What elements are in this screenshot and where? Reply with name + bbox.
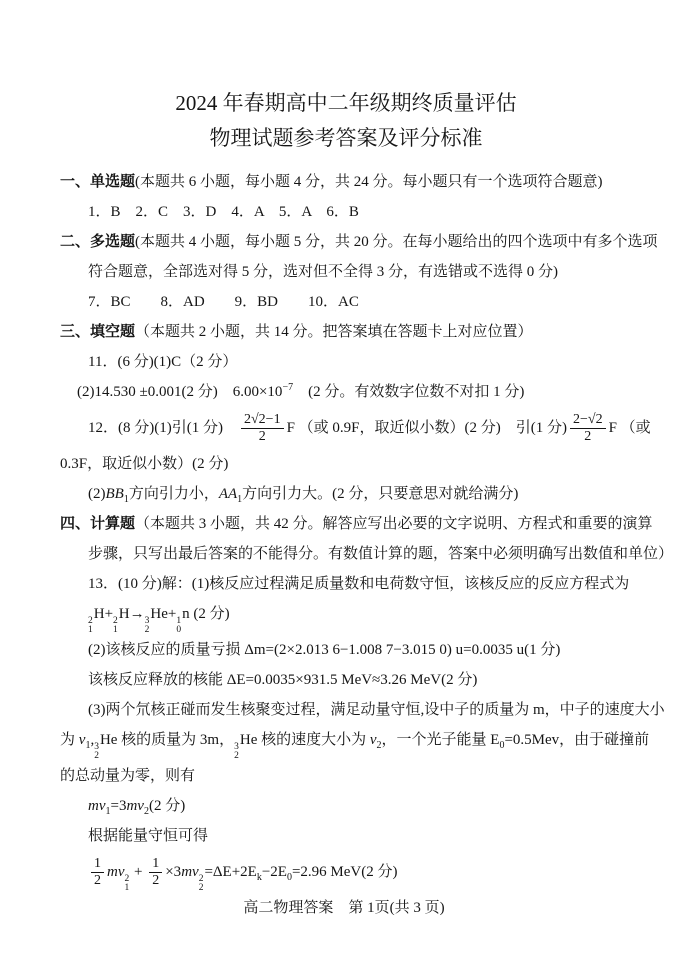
- section2-label: 二、多选题: [60, 234, 136, 250]
- q13-nuclear-equation: 2 1 H+ 2 1 H→ 3 2 He+ 1 0 n (2 分): [88, 606, 230, 635]
- q13-part3-line1: (3)两个氘核正碰而发生核聚变过程，满足动量守恒,设中子的质量为 m，中子的速度大小: [88, 702, 665, 718]
- section3-desc: （本题共 2 小题，共 14 分。把答案填在答题卡上对应位置）: [135, 324, 533, 340]
- q13-part2-line1: (2)该核反应的质量亏损 Δm=(2×2.013 6−1.008 7−3.015 0) u=0.0035 u(1 分): [88, 642, 561, 658]
- q13-energy-equation: $\frac{1}{2}$ mv 2 1 + $\frac{1}{2}$ ×3mv 2 2 $=\Delta E+2E_k-2E_0=2.96$ MeV(2 分): [60, 851, 658, 893]
- section1-answers: 1．B 2．C 3．D 4．A 5．A 6．B: [88, 204, 359, 220]
- q13-part3-line3: 的总动量为零，则有: [60, 768, 196, 784]
- doc-body: [60, 167, 674, 893]
- section2-desc-line1: (本题共 4 小题，每小题 5 分，共 20 分。在每小题给出的四个选项中有多个选项: [135, 234, 658, 250]
- section2-desc-line2: 符合题意，全部选对得 5 分，选对但不全得 3 分，有选错或不选得 0 分): [88, 264, 558, 280]
- section2-heading: [60, 227, 658, 257]
- section2-answers: 7．BC 8．AD 9．BD 10．AC: [88, 294, 359, 310]
- doc-subtitle: 物理试题参考答案及评分标准: [209, 126, 483, 150]
- section4-label: 四、计算题: [60, 516, 136, 532]
- q13-momentum-equation: $mv_1=3mv_2(2$ 分): [88, 798, 186, 817]
- q13-intro: 13．(10 分)解：(1)核反应过程满足质量数和电荷数守恒，该核反应的反应方程式为: [88, 576, 630, 592]
- page-footer: 高二物理答案 第 1页(共 3 页): [243, 900, 445, 916]
- q13-part3-line2: 为 $v_1$, 3 2 He 核的质量为 3m， 3 2 He 核的速度大小为 $v_2$，一个光子能量 $E_0=0.5Mev$，由于碰撞前: [60, 732, 650, 761]
- section4-heading: [60, 509, 658, 539]
- q12-answer-line3: $(2)BB_1$方向引力小，$AA_1$方向引力大。(2 分，只要意思对就给满分): [88, 486, 519, 505]
- section3-heading: [60, 317, 658, 347]
- section4-desc-line2: 步骤，只写出最后答案的不能得分。有数值计算的题，答案中必须明确写出数值和单位）: [88, 546, 674, 562]
- section1-label: 一、单选题: [60, 174, 136, 190]
- q13-part2-line2: 该核反应释放的核能 ΔE=0.0035×931.5 MeV≈3.26 MeV(2 分): [88, 672, 478, 688]
- q12-answer-line2: 0.3F，取近似小数）(2 分): [60, 456, 229, 472]
- q11-answer-line1: 11．(6 分)(1)C（2 分）: [88, 354, 238, 370]
- section3-label: 三、填空题: [60, 324, 136, 340]
- doc-title: 2024 年春期高中二年级期终质量评估: [175, 91, 517, 115]
- q12-answer-line1: 12．(8 分)(1)引(1 分) $\frac{2√2-1}{2}$ F （或 0.9F，取近似小数）(2 分) 引(1 分) $\frac{2-√2}{2}$ F （或: [88, 411, 651, 445]
- q11-answer-line2: (2)14.530 ±0.001(2 分) $6.00\times 10^{-7}$ (2 分。有效数字位数不对扣 1 分): [77, 382, 525, 400]
- q13-energy-label: 根据能量守恒可得: [88, 828, 209, 844]
- section1-heading: [60, 167, 658, 197]
- section4-desc-line1: （本题共 3 小题，共 42 分。解答应写出必要的文字说明、方程式和重要的演算: [135, 516, 653, 532]
- section1-desc: (本题共 6 小题，每小题 4 分，共 24 分。每小题只有一个选项符合题意): [135, 174, 603, 190]
